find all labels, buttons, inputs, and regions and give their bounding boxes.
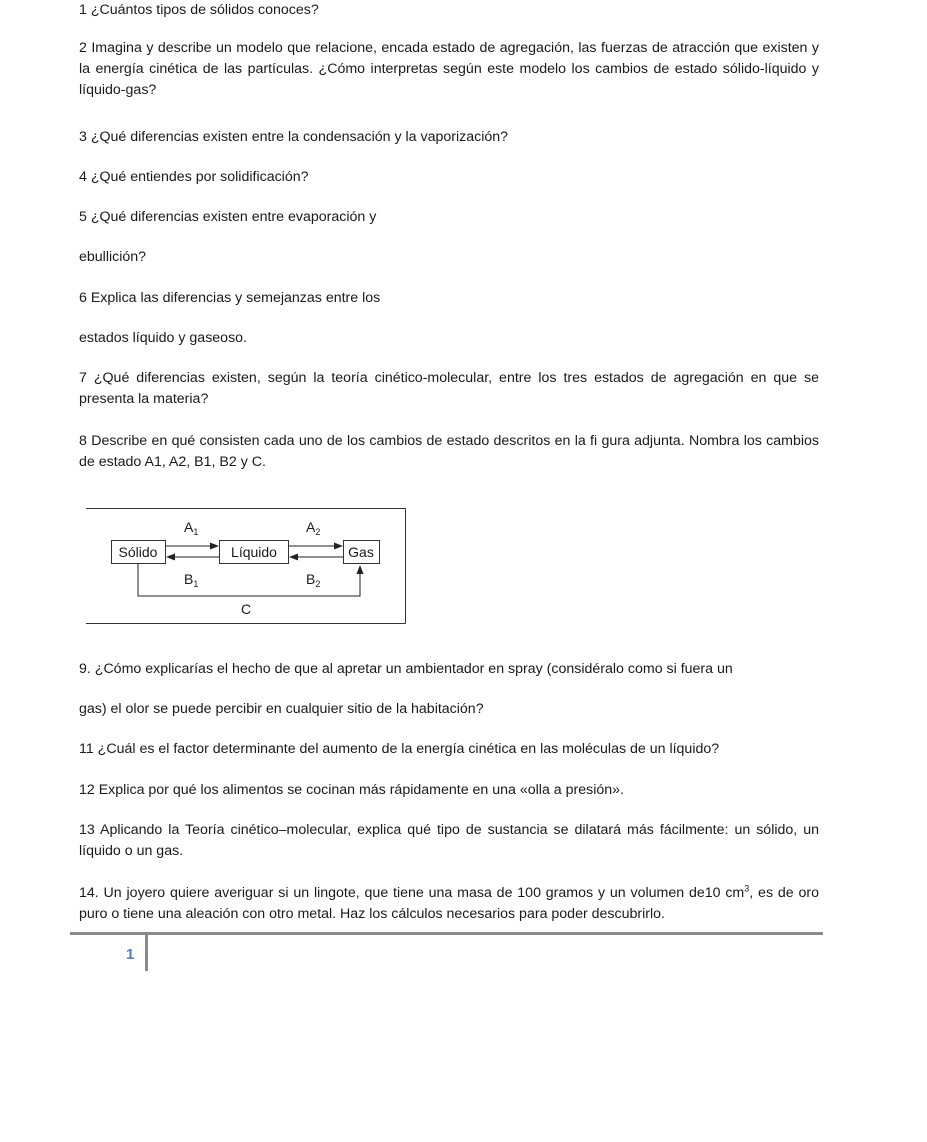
question-4: 4 ¿Qué entiendes por solidificación? (79, 169, 309, 185)
question-13: 13 Aplicando la Teoría cinético–molecular, explica qué tipo de sustancia se dilatará más fácilmente: un sólido, un líquido o un gas. (79, 822, 819, 859)
question-9-line-1: 9. ¿Cómo explicarías el hecho de que al apretar un ambientador en spray (considéralo como si fuera un (79, 661, 733, 677)
arrow-a1-head (210, 543, 219, 550)
question-3: 3 ¿Qué diferencias existen entre la condensación y la vaporización? (79, 129, 509, 145)
arrow-c (138, 564, 360, 596)
question-6-line-1: 6 Explica las diferencias y semejanzas entre los (79, 290, 381, 306)
question-14-text-end: , es de oro puro o tiene una aleación con otro metal. Haz los cálculos necesarios para poder descubrirlo. (79, 885, 819, 922)
question-8: 8 Describe en qué consisten cada uno de los cambios de estado descritos en la fi gura adjunta. Nombra los cambios de estado A1, A2, B1, B2 y C. (79, 433, 819, 470)
question-2: 2 Imagina y describe un modelo que relacione, encada estado de agregación, las fuerzas de atracción que existen y la energía cinética de las partículas. ¿Cómo interpretas según este modelo los cambios de estado sólido-líquido y líquido-gas? (79, 40, 819, 98)
solid-label: Sólido (118, 544, 158, 560)
question-5-line-2: ebullición? (79, 249, 147, 265)
question-1: 1 ¿Cuántos tipos de sólidos conoces? (79, 2, 319, 18)
question-14 (79, 883, 819, 925)
label-c: C (241, 601, 252, 617)
liquid-label: Líquido (231, 544, 277, 560)
question-9-line-2: gas) el olor se puede percibir en cualquier sitio de la habitación? (79, 701, 484, 717)
footer-rule (70, 932, 823, 935)
label-a2: $A_2$ (306, 519, 321, 537)
page-number-divider (145, 934, 148, 971)
gas-label: Gas (348, 544, 374, 560)
question-12: 12 Explica por qué los alimentos se cocinan más rápidamente en una «olla a presión». (79, 782, 624, 798)
label-b2: $B_2$ (306, 571, 321, 589)
question-11: 11 ¿Cuál es el factor determinante del aumento de la energía cinética en las moléculas de un líquido? (79, 741, 720, 757)
page-number: 1 (126, 946, 135, 963)
arrow-b2-head (289, 554, 298, 561)
state-change-diagram (86, 508, 406, 624)
question-6-line-2: estados líquido y gaseoso. (79, 330, 247, 346)
question-14-text: 14. Un joyero quiere averiguar si un lingote, que tiene una masa de 100 gramos y un volumen de10 cm (79, 885, 745, 901)
label-a1: $A_1$ (184, 519, 199, 537)
arrow-b1-head (166, 554, 175, 561)
question-7: 7 ¿Qué diferencias existen, según la teoría cinético-molecular, entre los tres estados de agregación en que se presenta la materia? (79, 370, 819, 407)
arrow-a2-head (334, 543, 343, 550)
question-5-line-1: 5 ¿Qué diferencias existen entre evaporación y (79, 209, 377, 225)
question-14-superscript: 3 (744, 883, 750, 894)
arrow-c-head (357, 565, 364, 574)
label-b1: $B_1$ (184, 571, 199, 589)
